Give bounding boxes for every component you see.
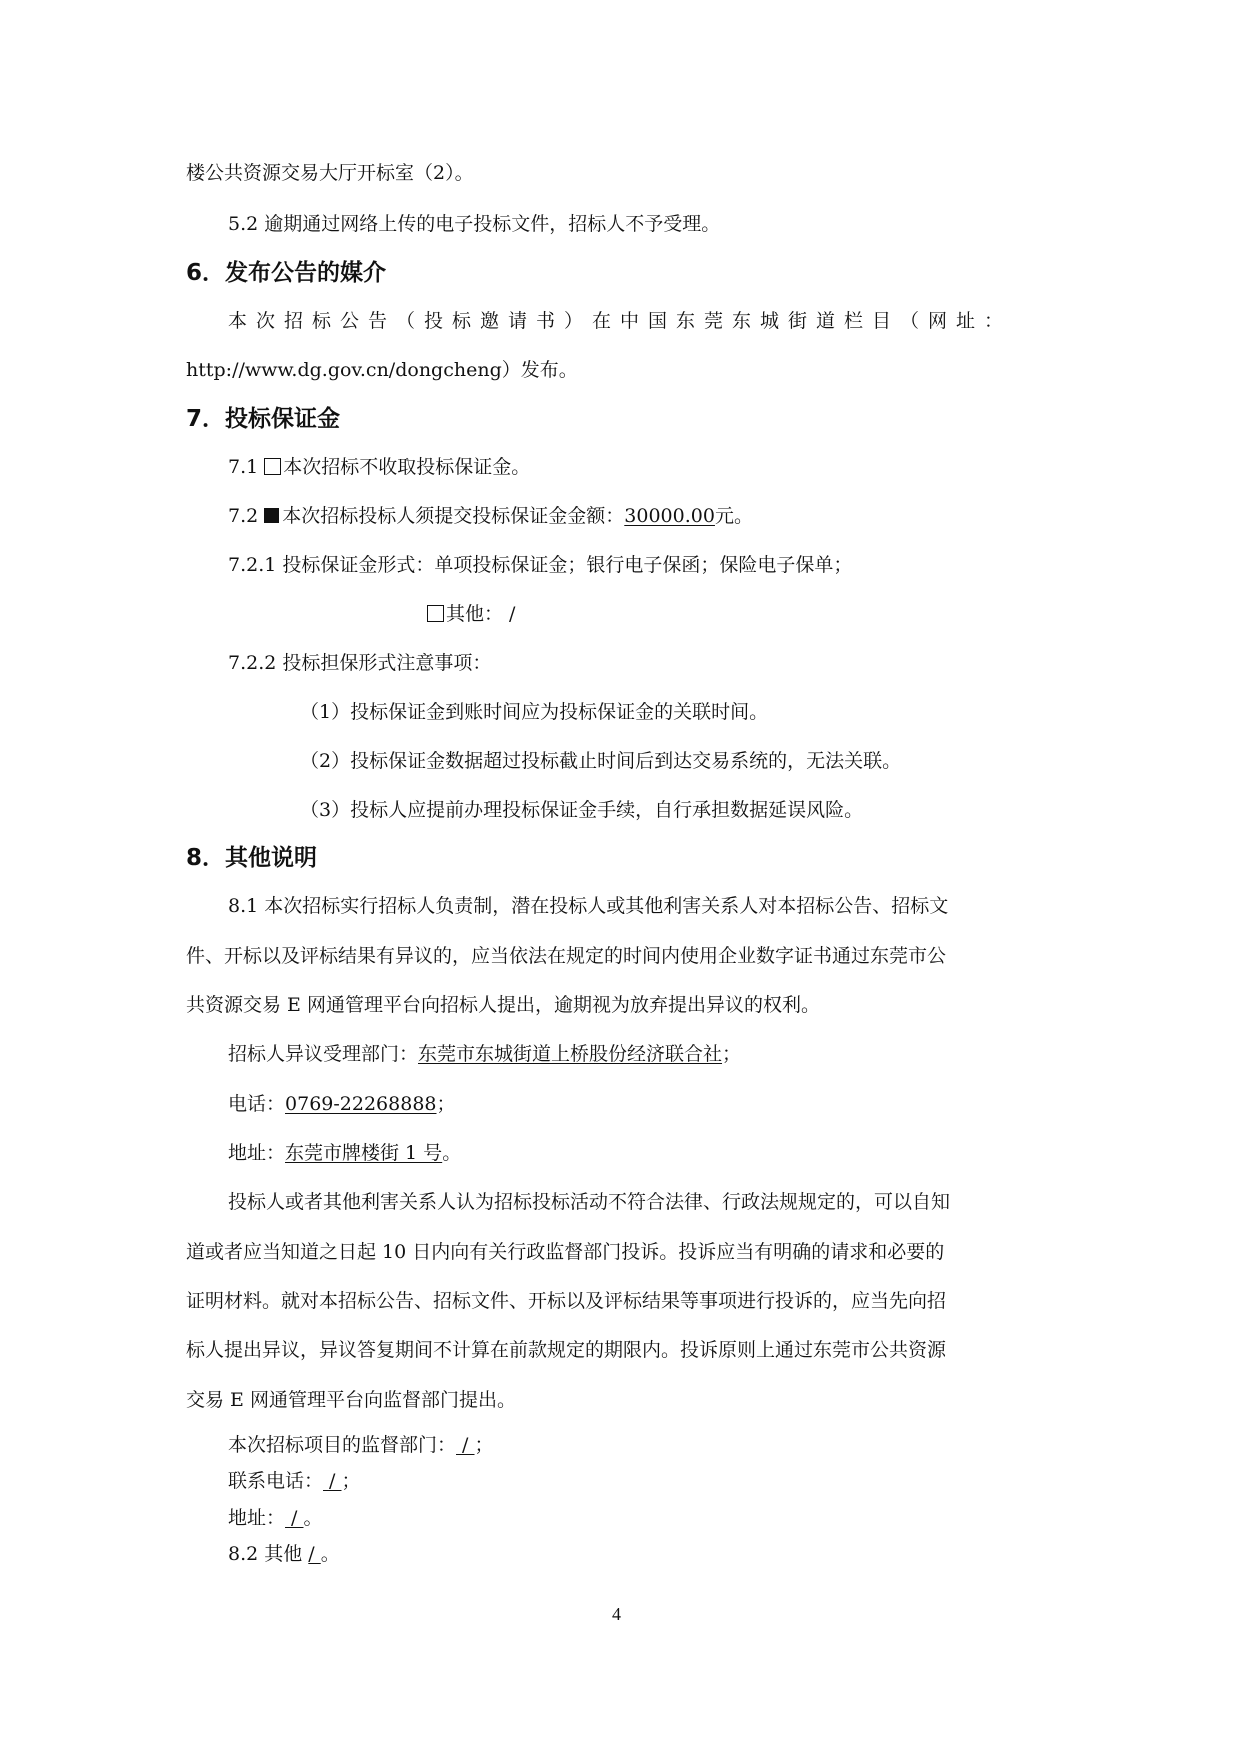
contact-value: / (323, 1470, 342, 1492)
unchecked-checkbox-icon[interactable] (427, 605, 444, 622)
objection-label: 招标人异议受理部门： (228, 1043, 419, 1065)
clause-7-2-number: 7.2 (228, 505, 259, 527)
clause-8-2-label: 8.2 其他 (228, 1543, 309, 1565)
heading-8: 8．其他说明 (186, 845, 318, 871)
note-1: （1）投标保证金到账时间应为投标保证金的关联时间。 (300, 701, 769, 723)
complaint-line1: 投标人或者其他利害关系人认为招标投标活动不符合法律、行政法规规定的，可以自知 (228, 1191, 951, 1213)
complaint-line4: 标人提出异议，异议答复期间不计算在前款规定的期限内。投诉原则上通过东莞市公共资源 (186, 1339, 947, 1361)
objection-phone (228, 1092, 456, 1116)
heading-7: 7．投标保证金 (186, 406, 341, 432)
objection-department (228, 1042, 741, 1066)
clause-7-2-1: 7.2.1 投标保证金形式：单项投标保证金；银行电子保函；保险电子保单； (228, 554, 853, 576)
deposit-amount: 30000.00 (624, 505, 715, 527)
phone-value: 0769-22268888 (285, 1093, 437, 1115)
clause-8-2-value: / (308, 1543, 321, 1565)
clause-7-2-1-other (427, 602, 515, 626)
address-end: 。 (442, 1142, 462, 1164)
address-label: 地址： (228, 1142, 286, 1164)
supervision-end: ； (474, 1434, 494, 1456)
address-value: 东莞市牌楼街 1 号 (285, 1142, 443, 1164)
contact-label: 联系电话： (228, 1470, 324, 1492)
complaint-line3: 证明材料。就对本招标公告、招标文件、开标以及评标结果等事项进行投诉的，应当先向招 (186, 1290, 947, 1312)
complaint-line2: 道或者应当知道之日起 10 日内向有关行政监督部门投诉。投诉应当有明确的请求和必要的 (186, 1241, 945, 1263)
complaint-line5: 交易 E 网通管理平台向监督部门提出。 (186, 1389, 516, 1411)
clause-6-line1 (228, 309, 1054, 333)
phone-end: ； (436, 1093, 456, 1115)
clause-8-2 (228, 1542, 340, 1566)
unchecked-checkbox-icon[interactable] (264, 458, 281, 475)
supervision-address (228, 1506, 323, 1530)
sup-address-value: / (285, 1507, 304, 1529)
heading-6: 6．发布公告的媒介 (186, 260, 387, 286)
clause-7-2-2: 7.2.2 投标担保形式注意事项： (228, 652, 492, 674)
objection-value: 东莞市东城街道上桥股份经济联合社 (418, 1043, 723, 1065)
clause-7-1-text: 本次招标不收取投标保证金。 (283, 456, 531, 478)
clause-7-2 (228, 504, 753, 528)
clause-7-1 (228, 455, 530, 479)
clause-8-1-line1: 8.1 本次招标实行招标人负责制，潜在投标人或其他利害关系人对本招标公告、招标文 (228, 895, 949, 917)
clause-7-1-number: 7.1 (228, 456, 259, 478)
clause-8-1-line3: 共资源交易 E 网通管理平台向招标人提出，逾期视为放弃提出异议的权利。 (186, 994, 820, 1016)
sup-address-end: 。 (303, 1507, 323, 1529)
note-2: （2）投标保证金数据超过投标截止时间后到达交易系统的，无法关联。 (300, 750, 902, 772)
objection-end: ； (722, 1043, 742, 1065)
supervision-phone (228, 1469, 361, 1493)
contact-end: ； (341, 1470, 361, 1492)
phone-label: 电话： (228, 1093, 286, 1115)
checked-checkbox-icon[interactable] (264, 508, 279, 523)
clause-6-text: 本次招标公告（投标邀请书）在中国东莞东城街道栏目（网址： (228, 310, 1013, 332)
clause-8-2-end: 。 (320, 1543, 340, 1565)
continuation-line: 楼公共资源交易大厅开标室（2）。 (186, 162, 474, 184)
other-form-text: 其他： / (446, 603, 516, 625)
sup-address-label: 地址： (228, 1507, 286, 1529)
supervision-label: 本次招标项目的监督部门： (228, 1434, 457, 1456)
clause-6-line2: http://www.dg.gov.cn/dongcheng）发布。 (186, 359, 578, 381)
clause-5-2: 5.2 逾期通过网络上传的电子投标文件，招标人不予受理。 (228, 213, 721, 235)
objection-address (228, 1141, 461, 1165)
deposit-unit: 元。 (714, 505, 753, 527)
supervision-value: / (456, 1434, 475, 1456)
clause-7-2-text: 本次招标投标人须提交投标保证金金额： (282, 505, 625, 527)
supervision-department (228, 1433, 494, 1457)
clause-8-1-line2: 件、开标以及评标结果有异议的，应当依法在规定的时间内使用企业数字证书通过东莞市公 (186, 945, 947, 967)
note-3: （3）投标人应提前办理投标保证金手续，自行承担数据延误风险。 (300, 799, 864, 821)
page-number: 4 (612, 1604, 621, 1624)
